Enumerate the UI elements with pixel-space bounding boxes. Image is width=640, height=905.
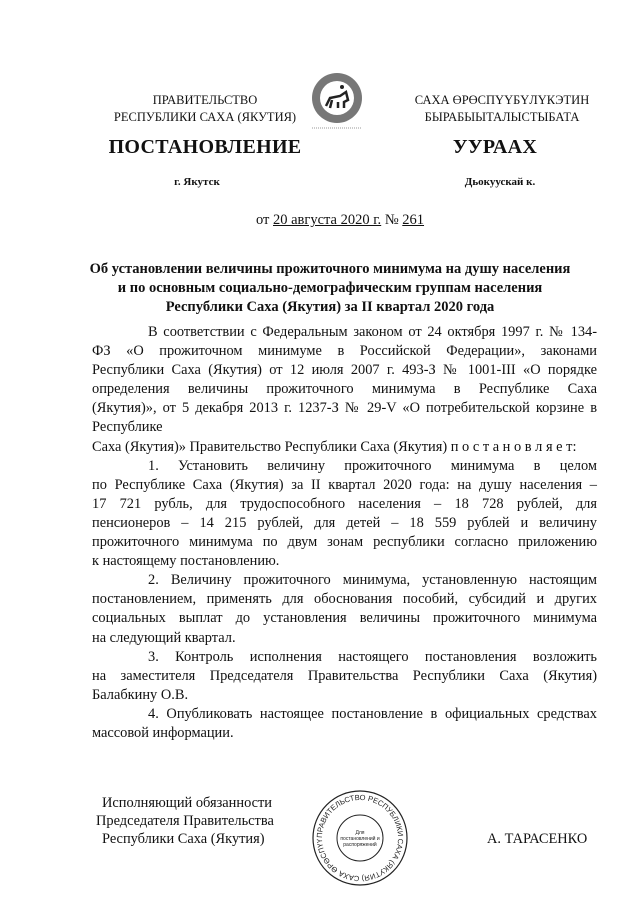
paragraph-line: Саха (Якутия)» Правительство Республики Саха (Якутия) п о с т а н о в л я е т: xyxy=(92,438,577,455)
title-line: Об установлении величины прожиточного минимума на душу населения xyxy=(89,261,571,277)
paragraph-line: на заместителя Председателя Правительства Республики Саха (Якутия) xyxy=(92,667,597,684)
doc-body xyxy=(92,323,597,743)
paragraph-line: 17 721 рубль, для трудоспособного населения – 18 728 рублей, для xyxy=(92,495,597,512)
signatory-position xyxy=(96,794,274,848)
paragraph xyxy=(92,571,597,647)
issuer-ru-line1: ПРАВИТЕЛЬСТВО xyxy=(152,93,258,107)
paragraph xyxy=(92,438,597,457)
paragraph-line: массовой информации. xyxy=(92,724,234,741)
paragraph-line: 4. Опубликовать настоящее постановление в официальных средствах xyxy=(148,705,597,722)
issuer-ru-line2: РЕСПУБЛИКИ САХА (ЯКУТИЯ) xyxy=(113,110,297,124)
position-line: Республики Саха (Якутия) xyxy=(102,831,265,847)
paragraph xyxy=(92,705,597,743)
title-line: Республики Саха (Якутия) за II квартал 2020 года xyxy=(165,299,495,315)
doc-number: 261 xyxy=(402,212,425,228)
paragraph-line: 3. Контроль исполнения настоящего постановления возложить xyxy=(148,648,597,665)
paragraph-line: на следующий квартал. xyxy=(92,629,236,646)
paragraph-line: постановлением, применять для обоснования пособий, субсидий и других xyxy=(92,591,597,608)
doc-title xyxy=(60,260,600,317)
paragraph-line: прожиточного минимума по двум зонам республики согласно приложению xyxy=(92,534,597,551)
number-sign: № xyxy=(384,212,399,228)
date-prefix: от xyxy=(255,212,270,228)
position-line: Председателя Правительства xyxy=(96,813,274,829)
paragraph-line: социальных выплат до установления величины прожиточного минимума xyxy=(92,610,597,627)
coat-of-arms-emblem xyxy=(302,72,372,132)
paragraph-line: по Республике Саха (Якутия) за II квартал 2020 года: на душу населения – xyxy=(92,476,597,493)
date-line xyxy=(0,212,640,229)
paragraph-line: к настоящему постановлению. xyxy=(92,553,280,570)
title-line: и по основным социально-демографическим группам населения xyxy=(117,280,543,296)
paragraph-line: 1. Установить величину прожиточного минимума в целом xyxy=(148,457,597,474)
svg-text:Для: Для xyxy=(355,830,365,836)
svg-text:распоряжений: распоряжений xyxy=(343,842,377,848)
paragraph-line: определения величины прожиточного минимума в Республике Саха xyxy=(92,381,597,398)
city-ru: г. Якутск xyxy=(174,176,220,188)
city-sakha: Дьокуускай к. xyxy=(464,176,536,188)
issuer-sakha-line2: БЫРАБЫЫТАЛЫСТЫБАТА xyxy=(424,110,580,124)
svg-text:постановлений и: постановлений и xyxy=(340,836,380,842)
paragraph xyxy=(92,323,597,438)
paragraph-line: ФЗ «О прожиточном минимуме в Российской Федерации», законами xyxy=(92,343,597,360)
position-line: Исполняющий обязанности xyxy=(102,795,273,811)
issuer-sakha xyxy=(392,92,612,126)
official-stamp xyxy=(310,788,410,888)
paragraph xyxy=(92,648,597,705)
doc-date: 20 августа 2020 г. xyxy=(273,212,382,228)
paragraph-line: пенсионеров – 14 215 рублей, для детей – 18 559 рублей и величину xyxy=(92,514,597,531)
issuer-ru xyxy=(95,92,315,126)
paragraph-line: Республике xyxy=(92,419,163,436)
doc-type-sakha: УУРААХ xyxy=(452,136,538,158)
paragraph-line: 2. Величину прожиточного минимума, установленную настоящим xyxy=(148,572,597,589)
issuer-sakha-line1: САХА ӨРӨСПҮҮБҮЛҮКЭТИН xyxy=(414,93,590,107)
paragraph-line: В соответствии с Федеральным законом от 24 октября 1997 г. № 134- xyxy=(148,324,597,340)
signatory-name: А. ТАРАСЕНКО xyxy=(487,831,588,847)
svg-text:ПРАВИТЕЛЬСТВО РЕСПУБЛИКИ САХА: ПРАВИТЕЛЬСТВО РЕСПУБЛИКИ САХА (ЯКУТИЯ) САХА ӨРӨСПҮҮ xyxy=(314,792,406,884)
paragraph-line: (Якутия)», от 5 декабря 2013 г. 1237-З № 29-V «О потребительской корзине в xyxy=(92,400,597,417)
paragraph xyxy=(92,457,597,572)
paragraph-line: Республики Саха (Якутия) от 12 июля 2007 г. 493-З № 1001-III «О порядке xyxy=(92,362,597,379)
paragraph-line: Балабкину О.В. xyxy=(92,686,189,703)
doc-type-ru: ПОСТАНОВЛЕНИЕ xyxy=(108,136,302,158)
